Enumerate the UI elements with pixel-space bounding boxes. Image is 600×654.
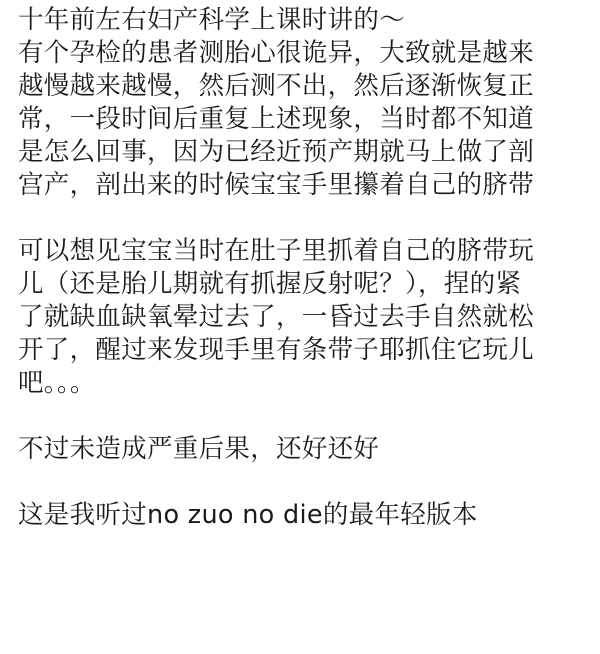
text-line: 宫产，剖出来的时候宝宝手里攥着自己的脐带: [18, 170, 535, 200]
text-line: 越慢越来越慢，然后测不出，然后逐渐恢复正: [18, 71, 535, 101]
text-line: 是怎么回事，因为已经近预产期就马上做了剖: [18, 137, 535, 167]
text-line: 常，一段时间后重复上述现象，当时都不知道: [18, 104, 535, 134]
paragraph-2: [18, 235, 586, 400]
text-line: 吧。。。: [18, 368, 96, 398]
text-line: 了就缺血缺氧晕过去了，一昏过去手自然就松: [18, 302, 535, 332]
paragraph-4: [18, 499, 586, 532]
text-line: 儿（还是胎儿期就有抓握反射呢？），捏的紧: [18, 269, 522, 299]
text-line: 有个孕检的患者测胎心很诡异，大致就是越来: [18, 38, 535, 68]
text-line: 不过未造成严重后果，还好还好: [18, 434, 380, 464]
text-line: 可以想见宝宝当时在肚子里抓着自己的脐带玩: [18, 236, 535, 266]
text-line: 开了，醒过来发现手里有条带子耶抓住它玩儿: [18, 335, 535, 365]
paragraph-3: [18, 433, 586, 466]
text-line: 十年前左右妇产科学上课时讲的～: [18, 5, 406, 35]
paragraph-1: [18, 4, 586, 202]
text-line: 这是我听过no zuo no die的最年轻版本: [18, 500, 478, 530]
